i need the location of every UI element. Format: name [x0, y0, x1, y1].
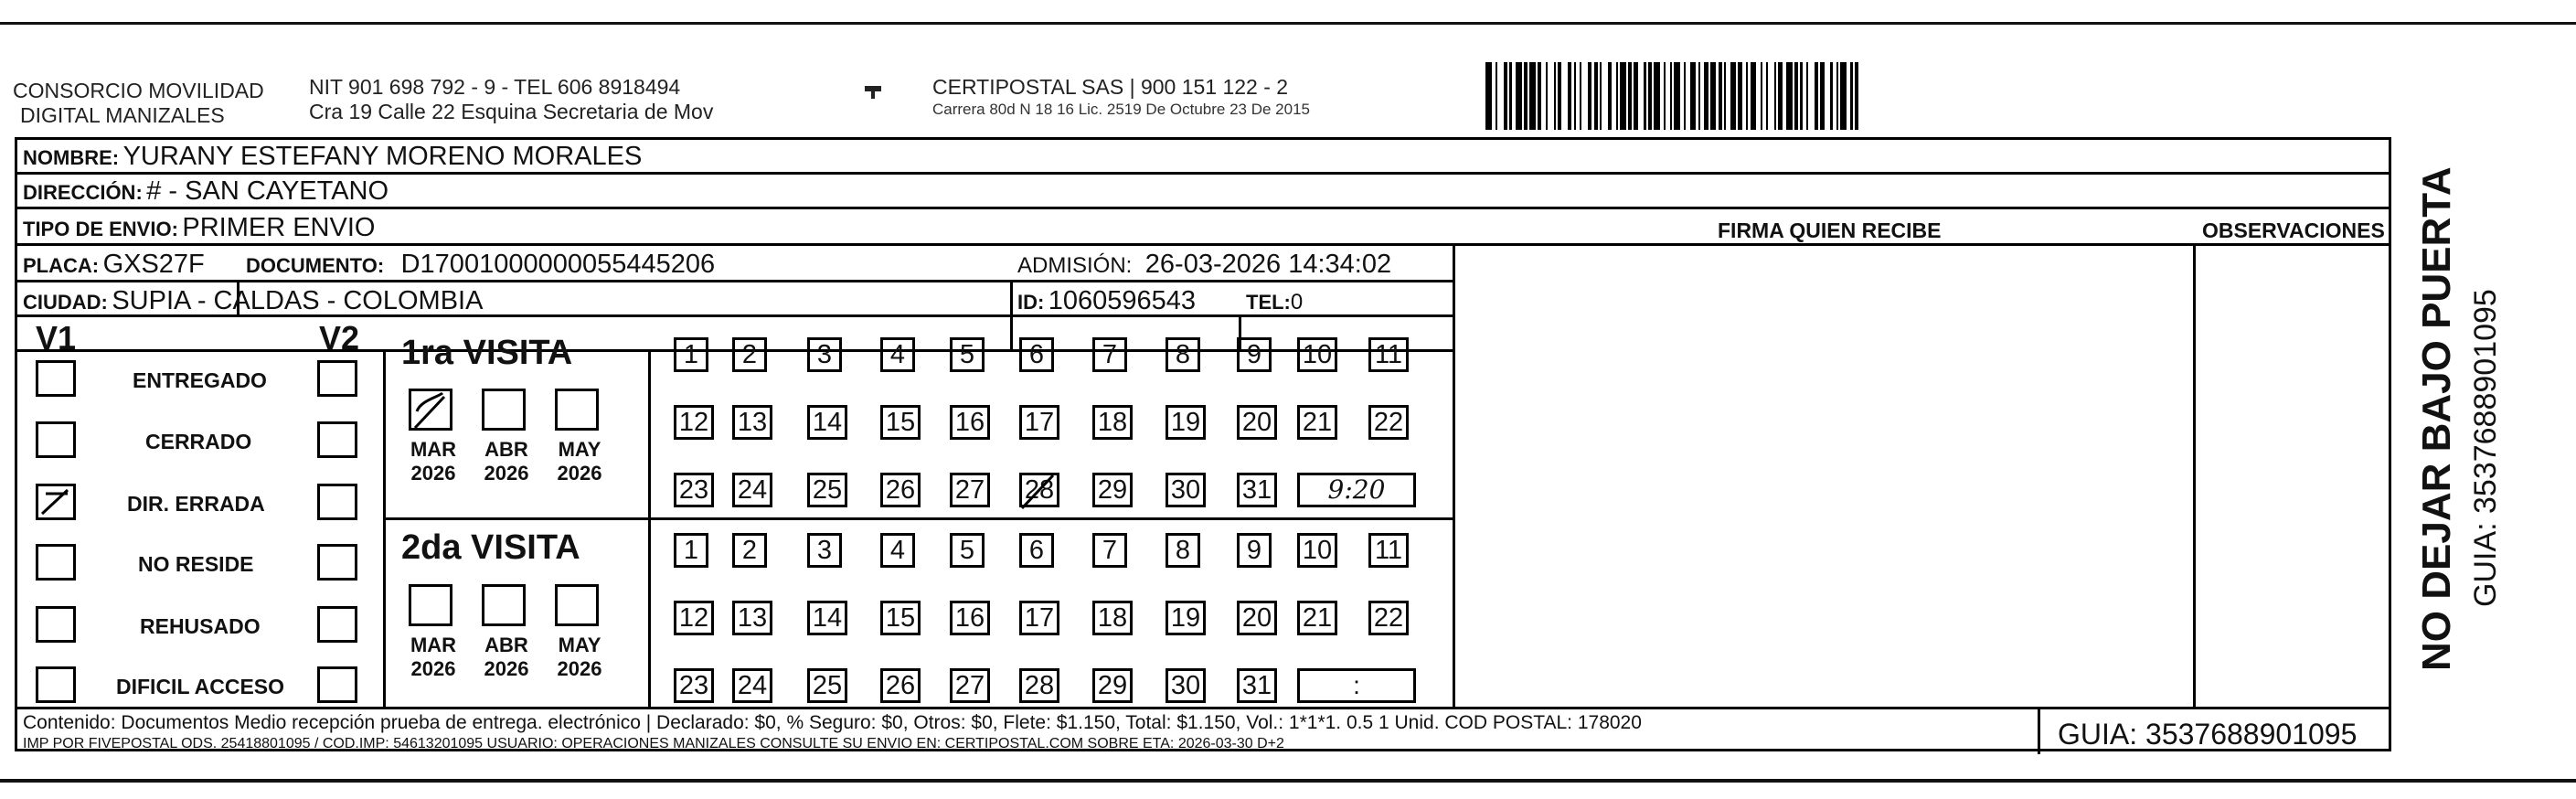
month-checkbox[interactable] [409, 389, 452, 431]
month-name: MAY [558, 438, 601, 461]
day-box[interactable]: 18 [1092, 405, 1133, 440]
barcode-bar [1548, 62, 1554, 130]
day-box[interactable]: 21 [1297, 601, 1337, 635]
company-name [13, 79, 264, 128]
day-box[interactable]: 31 [1237, 668, 1277, 703]
day-box[interactable]: 19 [1166, 405, 1206, 440]
day-box[interactable]: 16 [950, 601, 990, 635]
visit2-title: 2da VISITA [401, 528, 580, 567]
day-box[interactable]: 28 [1019, 473, 1059, 507]
day-box[interactable]: 15 [880, 405, 921, 440]
placa-label: PLACA: [23, 254, 100, 277]
col-divider [648, 349, 651, 707]
v2-checkbox[interactable] [317, 484, 357, 520]
day-box[interactable]: 29 [1092, 668, 1133, 703]
day-box[interactable]: 6 [1019, 337, 1054, 372]
side-guia-label: GUIA: 3537688901095 [2468, 289, 2503, 607]
day-box[interactable]: 5 [950, 337, 985, 372]
barcode-bar [1638, 62, 1645, 130]
row-divider [17, 172, 2389, 175]
row-divider [1453, 243, 2389, 246]
day-box[interactable]: 3 [807, 533, 842, 568]
barcode-bar [1654, 62, 1660, 130]
month-year: 2026 [484, 462, 529, 485]
certipostal-line-2: Carrera 80d N 18 16 Lic. 2519 De Octubre 23 De 2015 [932, 101, 1310, 118]
status-label: DIR. ERRADA [127, 492, 265, 516]
v1-header: V1 [36, 319, 77, 357]
day-box[interactable]: 25 [807, 473, 847, 507]
row-divider [17, 207, 2389, 209]
row-divider [17, 707, 2389, 709]
barcode-bar [1825, 62, 1831, 130]
documento-value: D17001000000055445206 [400, 250, 716, 279]
direccion-value: # - SAN CAYETANO [146, 176, 389, 206]
barcode-bar [1561, 62, 1568, 130]
day-box[interactable]: 4 [880, 533, 915, 568]
ciudad-field [23, 286, 483, 316]
day-box[interactable]: 24 [732, 473, 772, 507]
tipo-envio-value: PRIMER ENVIO [182, 213, 376, 242]
day-box[interactable]: 26 [880, 668, 921, 703]
day-box[interactable]: 1 [674, 337, 708, 372]
placa-field [23, 250, 205, 280]
day-box[interactable]: 23 [674, 473, 714, 507]
scan-edge-top [0, 0, 2576, 25]
id-label: ID: [1017, 291, 1045, 314]
month-year: 2026 [484, 657, 529, 680]
month-label [401, 438, 465, 485]
day-box[interactable]: 24 [732, 668, 772, 703]
ciudad-value: SUPIA - CALDAS - COLOMBIA [112, 286, 484, 315]
month-label [474, 438, 538, 485]
month-year: 2026 [410, 657, 456, 680]
direccion-label: DIRECCIÓN: [23, 181, 143, 204]
address-line: Cra 19 Calle 22 Esquina Secretaria de Mov [309, 100, 714, 123]
company-info [309, 75, 713, 124]
v2-checkbox[interactable] [317, 544, 357, 581]
v1-checkbox[interactable] [36, 544, 76, 581]
day-box[interactable]: 18 [1092, 601, 1133, 635]
month-name: MAY [558, 634, 601, 656]
day-box[interactable]: 29 [1092, 473, 1133, 507]
barcode-bar [1730, 62, 1737, 130]
day-box[interactable]: 22 [1368, 405, 1409, 440]
status-label: ENTREGADO [133, 368, 267, 392]
day-box[interactable]: 10 [1297, 337, 1337, 372]
status-label: NO RESIDE [138, 552, 254, 576]
barcode-bar [1602, 62, 1608, 130]
documento-label: DOCUMENTO: [246, 254, 385, 277]
day-box[interactable]: 15 [880, 601, 921, 635]
day-box[interactable]: 14 [807, 601, 847, 635]
row-divider [17, 280, 1453, 282]
delivery-form [15, 137, 2391, 751]
day-box[interactable]: 23 [674, 668, 714, 703]
guia-footer: GUIA: 3537688901095 [2058, 718, 2358, 751]
v2-checkbox[interactable] [317, 666, 357, 703]
day-box[interactable]: 19 [1166, 601, 1206, 635]
firma-header: FIRMA QUIEN RECIBE [1718, 218, 1942, 242]
day-box[interactable]: 12 [674, 405, 714, 440]
month-year: 2026 [410, 462, 456, 485]
day-box[interactable]: 8 [1166, 337, 1200, 372]
day-box[interactable]: 9 [1237, 337, 1272, 372]
status-label: DIFICIL ACCESO [116, 675, 285, 698]
month-year: 2026 [557, 657, 602, 680]
day-box[interactable]: 1 [674, 533, 708, 568]
day-box[interactable]: 9 [1237, 533, 1272, 568]
day-box[interactable]: 2 [732, 533, 767, 568]
day-box[interactable]: 28 [1019, 668, 1059, 703]
col-divider [383, 349, 386, 707]
barcode-bar [1768, 62, 1774, 130]
imp-line: IMP POR FIVEPOSTAL ODS. 25418801095 / COD.IMP: 54613201095 USUARIO: OPERACIONES MANIZALES CONSULTE SU ENVIO EN: CERTIPOSTAL.COM SOBRE ETA: 2026-03-30 D+2 [23, 736, 1284, 751]
barcode-bar [1485, 62, 1492, 130]
day-box[interactable]: 17 [1019, 405, 1059, 440]
id-field [1017, 286, 1196, 316]
day-box[interactable]: 27 [950, 668, 990, 703]
day-box[interactable]: 5 [950, 533, 985, 568]
day-box[interactable]: 13 [732, 601, 772, 635]
nombre-label: NOMBRE: [23, 146, 120, 169]
certipostal-info [932, 75, 1310, 120]
observaciones-header: OBSERVACIONES [2202, 218, 2385, 242]
barcode-bar [1497, 62, 1504, 130]
day-box[interactable]: 8 [1166, 533, 1200, 568]
documento-field [246, 250, 715, 280]
v1-checkbox[interactable] [36, 666, 76, 703]
v1-checkbox[interactable] [36, 606, 76, 643]
day-box[interactable]: 11 [1368, 533, 1409, 568]
v2-header: V2 [319, 319, 360, 357]
col-divider [2038, 707, 2040, 754]
v2-checkbox[interactable] [317, 360, 357, 397]
scan-edge-bottom [0, 779, 2576, 783]
barcode-bar [1808, 62, 1815, 130]
admision-label: ADMISIÓN: [1017, 253, 1133, 278]
month-label [401, 634, 465, 681]
barcode-bar [1581, 62, 1588, 130]
id-value: 1060596543 [1048, 286, 1197, 315]
day-box[interactable]: 27 [950, 473, 990, 507]
admision-value: 26-03-2026 14:34:02 [1144, 250, 1392, 279]
status-label: CERRADO [145, 430, 252, 453]
day-box[interactable]: 20 [1237, 405, 1277, 440]
barcode-bar [1751, 62, 1757, 130]
month-label [474, 634, 538, 681]
day-box[interactable]: 21 [1297, 405, 1337, 440]
company-line-1: CONSORCIO MOVILIDAD [13, 79, 264, 102]
tipo-envio-field [23, 213, 375, 243]
row-divider [383, 517, 1453, 520]
admision-field [1017, 250, 1391, 280]
barcode-bar [1516, 62, 1522, 130]
day-box[interactable]: 3 [807, 337, 842, 372]
month-label [548, 634, 612, 681]
month-checkbox[interactable] [409, 584, 452, 626]
day-box[interactable]: 10 [1297, 533, 1337, 568]
day-box[interactable]: 11 [1368, 337, 1409, 372]
tel-field [1246, 290, 1303, 315]
barcode-bar [1529, 62, 1536, 130]
no-dejar-bajo-puerta-label: NO DEJAR BAJO PUERTA [2414, 166, 2459, 671]
barcode-bar [1840, 62, 1847, 130]
company-line-2: DIGITAL MANIZALES [20, 103, 225, 127]
v1-checkbox[interactable] [36, 360, 76, 397]
col-divider [2193, 243, 2196, 707]
barcode [1485, 62, 2221, 130]
tel-label: TEL: [1246, 291, 1291, 314]
nombre-value: YURANY ESTEFANY MORENO MORALES [122, 142, 643, 171]
barcode-bar [1710, 62, 1717, 130]
day-box[interactable]: 2 [732, 337, 767, 372]
ciudad-label: CIUDAD: [23, 291, 108, 314]
v2-checkbox[interactable] [317, 421, 357, 458]
certipostal-line-1: CERTIPOSTAL SAS | 900 151 122 - 2 [932, 75, 1289, 99]
barcode-bar [1620, 62, 1626, 130]
day-box[interactable]: 17 [1019, 601, 1059, 635]
day-box[interactable]: 31 [1237, 473, 1277, 507]
day-box[interactable]: 16 [950, 405, 990, 440]
barcode-bar [1674, 62, 1680, 130]
day-box[interactable]: 12 [674, 601, 714, 635]
day-box[interactable]: 13 [732, 405, 772, 440]
month-year: 2026 [557, 462, 602, 485]
visit-time-box[interactable]: 9:20 [1297, 473, 1416, 507]
day-box[interactable]: 20 [1237, 601, 1277, 635]
certipostal-logo-icon [859, 79, 887, 106]
v1-checkbox[interactable] [36, 484, 76, 520]
nit-line: NIT 901 698 792 - 9 - TEL 606 8918494 [309, 75, 681, 99]
day-box[interactable]: 7 [1092, 337, 1127, 372]
tel-value: 0 [1290, 290, 1304, 314]
month-label [548, 438, 612, 485]
col-divider [1453, 243, 1455, 707]
status-label: REHUSADO [140, 614, 261, 638]
day-box[interactable]: 22 [1368, 601, 1409, 635]
day-box[interactable]: 25 [807, 668, 847, 703]
nombre-field [23, 142, 642, 172]
month-checkbox[interactable] [482, 389, 526, 431]
col-divider [1010, 280, 1013, 349]
month-name: ABR [484, 438, 528, 461]
month-name: ABR [484, 634, 528, 656]
month-checkbox[interactable] [482, 584, 526, 626]
placa-value: GXS27F [102, 250, 205, 279]
day-box[interactable]: 30 [1166, 668, 1206, 703]
day-box[interactable]: 7 [1092, 533, 1127, 568]
v2-checkbox[interactable] [317, 606, 357, 643]
tipo-envio-label: TIPO DE ENVIO: [23, 218, 178, 240]
barcode-bar [1786, 62, 1793, 130]
contenido-line: Contenido: Documentos Medio recepción prueba de entrega. electrónico | Declarado: $0, % Seguro: $0, Otros: $0, Flete: $1.150, Total: $1.150, Vol.: 1*1*1. 0.5 1 Unid. COD POSTAL: 178020 [23, 712, 1642, 733]
day-box[interactable]: 6 [1019, 533, 1054, 568]
barcode-bar [1855, 62, 1858, 130]
day-box[interactable]: 4 [880, 337, 915, 372]
month-checkbox[interactable] [555, 389, 599, 431]
direccion-field [23, 176, 389, 207]
visit1-title: 1ra VISITA [401, 334, 573, 372]
month-name: MAR [410, 438, 457, 461]
day-box[interactable]: 26 [880, 473, 921, 507]
day-box[interactable]: 30 [1166, 473, 1206, 507]
v1-checkbox[interactable] [36, 421, 76, 458]
barcode-bar [1690, 62, 1697, 130]
month-name: MAR [410, 634, 457, 656]
visit-time-box[interactable]: : [1297, 668, 1416, 703]
day-box[interactable]: 14 [807, 405, 847, 440]
month-checkbox[interactable] [555, 584, 599, 626]
